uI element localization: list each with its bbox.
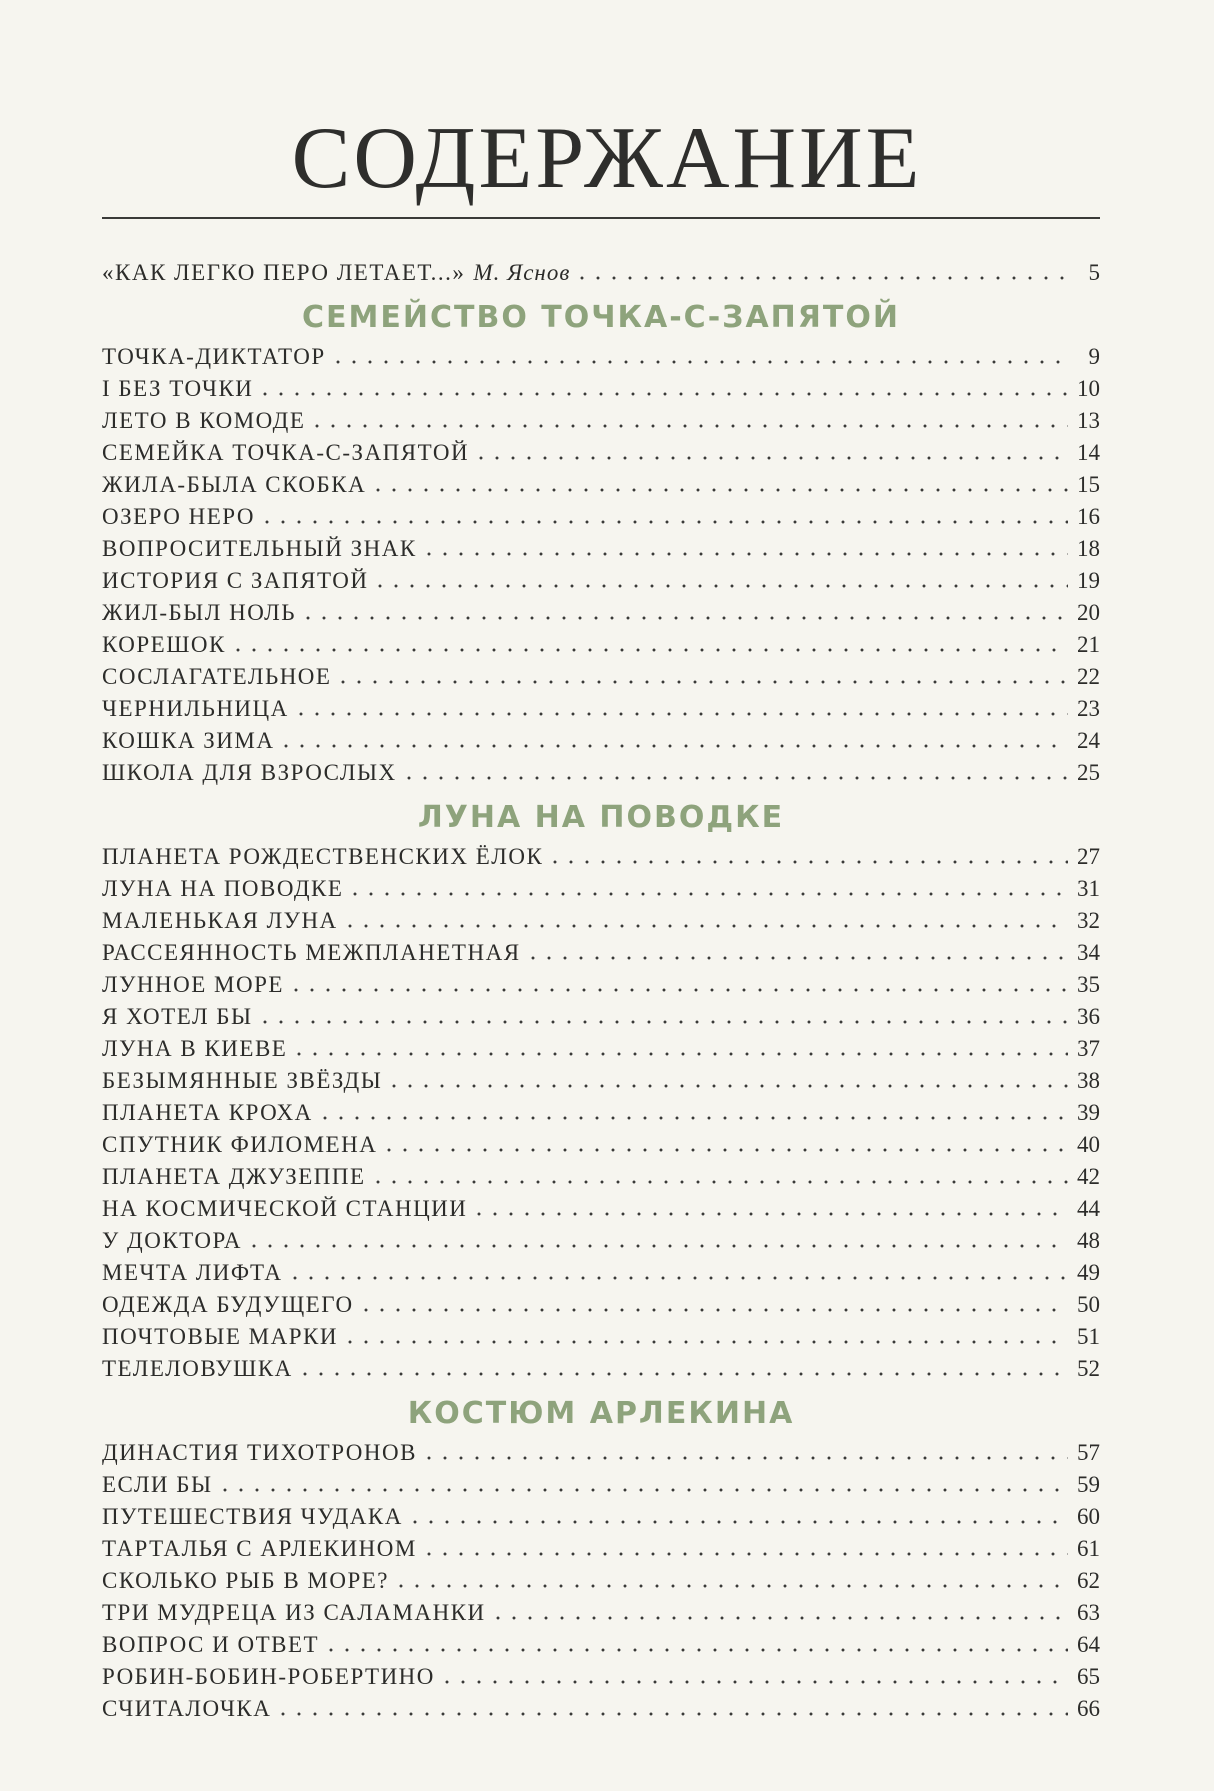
entry-page-number: 34 — [1077, 940, 1100, 965]
entry-title: ТАРТАЛЬЯ С АРЛЕКИНОМ — [102, 1536, 417, 1561]
entry-page-number: 10 — [1077, 376, 1100, 401]
toc-entry-intro[interactable] — [102, 260, 1100, 292]
entry-page-number: 64 — [1077, 1632, 1100, 1657]
toc-entry[interactable] — [102, 1228, 1100, 1260]
toc-entry[interactable] — [102, 1324, 1100, 1356]
entry-title: ВОПРОС И ОТВЕТ — [102, 1632, 320, 1657]
dot-leader — [347, 892, 1068, 896]
entry-page-number: 5 — [1088, 260, 1100, 285]
dot-leader — [490, 1616, 1068, 1620]
dot-leader — [421, 1552, 1068, 1556]
dot-leader — [439, 1680, 1068, 1684]
entry-title: НА КОСМИЧЕСКОЙ СТАНЦИИ — [102, 1196, 468, 1221]
dot-leader — [230, 648, 1068, 652]
entry-page-number: 42 — [1077, 1164, 1100, 1189]
dot-leader — [381, 1148, 1068, 1152]
entry-page-number: 23 — [1077, 696, 1100, 721]
entry-title: МЕЧТА ЛИФТА — [102, 1260, 283, 1285]
entry-page-number: 31 — [1077, 876, 1100, 901]
entry-title: РОБИН-БОБИН-РОБЕРТИНО — [102, 1664, 435, 1689]
entry-title: ЧЕРНИЛЬНИЦА — [102, 696, 289, 721]
entry-title: МАЛЕНЬКАЯ ЛУНА — [102, 908, 338, 933]
dot-leader — [287, 1276, 1068, 1280]
dot-leader — [288, 988, 1068, 992]
toc-entry[interactable] — [102, 1196, 1100, 1228]
dot-leader — [471, 1212, 1068, 1216]
entry-title: РАССЕЯННОСТЬ МЕЖПЛАНЕТНАЯ — [102, 940, 521, 965]
dot-leader — [246, 1244, 1068, 1248]
dot-leader — [370, 1180, 1068, 1184]
dot-leader — [278, 744, 1068, 748]
dot-leader — [275, 1712, 1068, 1716]
dot-leader — [372, 584, 1068, 588]
entry-page-number: 49 — [1077, 1260, 1100, 1285]
toc-entry[interactable] — [102, 344, 1100, 376]
dot-leader — [421, 1456, 1068, 1460]
entry-title: ПОЧТОВЫЕ МАРКИ — [102, 1324, 338, 1349]
entry-page-number: 15 — [1077, 472, 1100, 497]
toc-entry[interactable] — [102, 440, 1100, 472]
entry-title: ШКОЛА ДЛЯ ВЗРОСЛЫХ — [102, 760, 397, 785]
dot-leader — [525, 956, 1068, 960]
toc-entry[interactable] — [102, 408, 1100, 440]
entry-page-number: 19 — [1077, 568, 1100, 593]
dot-leader — [259, 520, 1068, 524]
toc-entry[interactable] — [102, 600, 1100, 632]
entry-title: КОРЕШОК — [102, 632, 226, 657]
toc-entry[interactable] — [102, 728, 1100, 760]
entry-title: Я ХОТЕЛ БЫ — [102, 1004, 253, 1029]
entry-title: СЧИТАЛОЧКА — [102, 1696, 272, 1721]
toc-entry[interactable] — [102, 1164, 1100, 1196]
entry-page-number: 63 — [1077, 1600, 1100, 1625]
toc-entry[interactable] — [102, 1292, 1100, 1324]
entry-author: М. Яснов — [473, 260, 571, 285]
toc-entry[interactable] — [102, 908, 1100, 940]
entry-title: ЖИЛ-БЫЛ НОЛЬ — [102, 600, 296, 625]
entry-title: ЛУННОЕ МОРЕ — [102, 972, 284, 997]
entry-page-number: 22 — [1077, 664, 1100, 689]
dot-leader — [257, 392, 1068, 396]
entry-title: СОСЛАГАТЕЛЬНОЕ — [102, 664, 332, 689]
toc-entry[interactable] — [102, 972, 1100, 1004]
entry-page-number: 13 — [1077, 408, 1100, 433]
section-heading: КОСТЮМ АРЛЕКИНА — [407, 1396, 795, 1431]
toc-entry[interactable] — [102, 1356, 1100, 1388]
toc-entry[interactable] — [102, 1664, 1100, 1696]
entry-title: «КАК ЛЕГКО ПЕРО ЛЕТАЕТ...» — [102, 260, 466, 285]
dot-leader — [370, 488, 1068, 492]
toc-entry[interactable] — [102, 844, 1100, 876]
entry-page-number: 50 — [1077, 1292, 1100, 1317]
dot-leader — [309, 424, 1068, 428]
toc-entry[interactable] — [102, 504, 1100, 536]
entry-title: ПЛАНЕТА КРОХА — [102, 1100, 313, 1125]
entry-page-number: 39 — [1077, 1100, 1100, 1125]
entry-page-number: 52 — [1077, 1356, 1100, 1381]
entry-page-number: 59 — [1077, 1472, 1100, 1497]
dot-leader — [358, 1308, 1068, 1312]
toc-entry[interactable] — [102, 376, 1100, 408]
entry-page-number: 25 — [1077, 760, 1100, 785]
toc-entry[interactable] — [102, 632, 1100, 664]
toc-entry[interactable] — [102, 1440, 1100, 1472]
entry-page-number: 62 — [1077, 1568, 1100, 1593]
entry-title: КОШКА ЗИМА — [102, 728, 275, 753]
toc-entry[interactable] — [102, 568, 1100, 600]
entry-title: У ДОКТОРА — [102, 1228, 242, 1253]
dot-leader — [257, 1020, 1068, 1024]
entry-page-number: 35 — [1077, 972, 1100, 997]
entry-page-number: 57 — [1077, 1440, 1100, 1465]
toc-entry[interactable] — [102, 536, 1100, 568]
entry-title: ЛЕТО В КОМОДЕ — [102, 408, 306, 433]
entry-page-number: 66 — [1077, 1696, 1100, 1721]
toc-entry[interactable] — [102, 1100, 1100, 1132]
entry-page-number: 38 — [1077, 1068, 1100, 1093]
dot-leader — [291, 1052, 1068, 1056]
entry-title: ЕСЛИ БЫ — [102, 1472, 213, 1497]
toc-entry[interactable] — [102, 760, 1100, 792]
dot-leader — [342, 924, 1068, 928]
entry-page-number: 14 — [1077, 440, 1100, 465]
entry-title: СПУТНИК ФИЛОМЕНА — [102, 1132, 378, 1157]
toc-entry[interactable] — [102, 1696, 1100, 1728]
entry-title: ОДЕЖДА БУДУЩЕГО — [102, 1292, 354, 1317]
dot-leader — [473, 456, 1068, 460]
toc-entry[interactable] — [102, 876, 1100, 908]
entry-page-number: 24 — [1077, 728, 1100, 753]
entry-page-number: 37 — [1077, 1036, 1100, 1061]
dot-leader — [401, 776, 1068, 780]
toc-entry[interactable] — [102, 1504, 1100, 1536]
section-heading: ЛУНА НА ПОВОДКЕ — [417, 800, 785, 835]
dot-leader — [330, 360, 1068, 364]
entry-title: ЛУНА В КИЕВЕ — [102, 1036, 288, 1061]
dot-leader — [574, 276, 1068, 280]
dot-leader — [293, 712, 1068, 716]
dot-leader — [335, 680, 1068, 684]
entry-page-number: 48 — [1077, 1228, 1100, 1253]
toc-entry[interactable] — [102, 1260, 1100, 1292]
dot-leader — [421, 552, 1068, 556]
entry-page-number: 60 — [1077, 1504, 1100, 1529]
dot-leader — [393, 1584, 1068, 1588]
entry-page-number: 27 — [1077, 844, 1100, 869]
entry-page-number: 40 — [1077, 1132, 1100, 1157]
dot-leader — [297, 1372, 1068, 1376]
toc-entry[interactable] — [102, 1132, 1100, 1164]
page-title: СОДЕРЖАНИЕ — [291, 110, 923, 207]
dot-leader — [407, 1520, 1068, 1524]
entry-title: ОЗЕРО НЕРО — [102, 504, 255, 529]
entry-page-number: 16 — [1077, 504, 1100, 529]
toc-entry[interactable] — [102, 1600, 1100, 1632]
entry-page-number: 61 — [1077, 1536, 1100, 1561]
entry-page-number: 18 — [1077, 536, 1100, 561]
table-of-contents — [102, 260, 1100, 1728]
toc-entry[interactable] — [102, 940, 1100, 972]
entry-page-number: 65 — [1077, 1664, 1100, 1689]
toc-entry[interactable] — [102, 1568, 1100, 1600]
entry-title: СЕМЕЙКА ТОЧКА-С-ЗАПЯТОЙ — [102, 440, 470, 465]
entry-title: СКОЛЬКО РЫБ В МОРЕ? — [102, 1568, 390, 1593]
title-divider — [102, 217, 1100, 219]
toc-entry[interactable] — [102, 1536, 1100, 1568]
dot-leader — [323, 1648, 1068, 1652]
section-heading: СЕМЕЙСТВО ТОЧКА-С-ЗАПЯТОЙ — [302, 300, 900, 335]
dot-leader — [317, 1116, 1068, 1120]
toc-entry[interactable] — [102, 1004, 1100, 1036]
entry-page-number: 9 — [1088, 344, 1100, 369]
entry-title: ПЛАНЕТА ДЖУЗЕППЕ — [102, 1164, 366, 1189]
entry-title: БЕЗЫМЯННЫЕ ЗВЁЗДЫ — [102, 1068, 383, 1093]
entry-title: ТОЧКА-ДИКТАТОР — [102, 344, 326, 369]
toc-entry[interactable] — [102, 664, 1100, 696]
toc-entry[interactable] — [102, 1632, 1100, 1664]
toc-entry[interactable] — [102, 472, 1100, 504]
entry-page-number: 20 — [1077, 600, 1100, 625]
entry-page-number: 21 — [1077, 632, 1100, 657]
entry-title: ТРИ МУДРЕЦА ИЗ САЛАМАНКИ — [102, 1600, 486, 1625]
entry-title: ИСТОРИЯ С ЗАПЯТОЙ — [102, 568, 369, 593]
dot-leader — [342, 1340, 1068, 1344]
entry-title: I БЕЗ ТОЧКИ — [102, 376, 254, 401]
entry-title: ТЕЛЕЛОВУШКА — [102, 1356, 293, 1381]
entry-page-number: 44 — [1077, 1196, 1100, 1221]
entry-title: ЛУНА НА ПОВОДКЕ — [102, 876, 344, 901]
entry-title: ЖИЛА-БЫЛА СКОБКА — [102, 472, 367, 497]
dot-leader — [217, 1488, 1068, 1492]
dot-leader — [300, 616, 1068, 620]
toc-sections — [102, 292, 1100, 1728]
entry-title: ПУТЕШЕСТВИЯ ЧУДАКА — [102, 1504, 403, 1529]
entry-page-number: 32 — [1077, 908, 1100, 933]
dot-leader — [386, 1084, 1068, 1088]
entry-title: ПЛАНЕТА РОЖДЕСТВЕНСКИХ ЁЛОК — [102, 844, 544, 869]
toc-entry[interactable] — [102, 696, 1100, 728]
toc-entry[interactable] — [102, 1036, 1100, 1068]
toc-entry[interactable] — [102, 1472, 1100, 1504]
entry-page-number: 36 — [1077, 1004, 1100, 1029]
dot-leader — [547, 860, 1068, 864]
entry-title: ВОПРОСИТЕЛЬНЫЙ ЗНАК — [102, 536, 417, 561]
entry-page-number: 51 — [1077, 1324, 1100, 1349]
toc-entry[interactable] — [102, 1068, 1100, 1100]
entry-title: ДИНАСТИЯ ТИХОТРОНОВ — [102, 1440, 417, 1465]
